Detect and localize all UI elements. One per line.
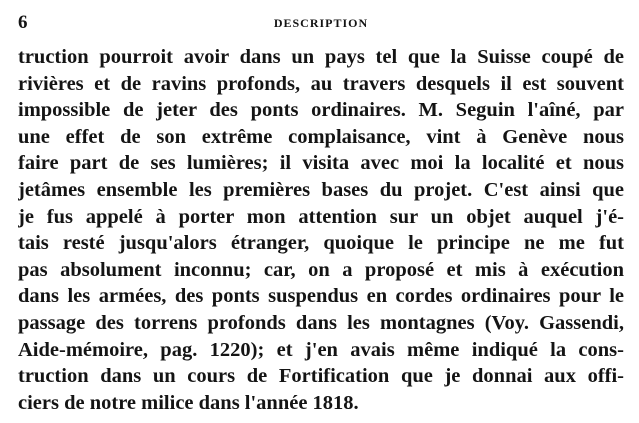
text-line: jetâmes ensemble les premières bases du projet. C'est ainsi que <box>18 178 624 201</box>
text-line: ciers de notre milice dans l'année 1818. <box>18 391 359 414</box>
text-line: Aide-mémoire, pag. 1220); et j'en avais même indiqué la cons- <box>18 338 624 361</box>
text-line: rivières et de ravins profonds, au travers desquels il est souvent <box>18 72 624 95</box>
text-line: une effet de son extrême complaisance, vint à Genève nous <box>18 125 624 148</box>
text-line: truction dans un cours de Fortification que je donnai aux offi- <box>18 365 624 388</box>
page-number: 6 <box>18 12 28 33</box>
text-line: tais resté jusqu'alors étranger, quoique le principe ne me fut <box>18 232 624 255</box>
text-line: passage des torrens profonds dans les montagnes (Voy. Gassendi, <box>18 311 624 334</box>
text-line: truction pourroit avoir dans un pays tel que la Suisse coupé de <box>18 46 624 68</box>
running-title: DESCRIPTION <box>273 16 369 30</box>
text-line: faire part de ses lumières; il visita avec moi la localité et nous <box>18 152 624 175</box>
text-line: pas absolument inconnu; car, on a proposé et mis à exécution <box>18 258 624 281</box>
text-line: dans les armées, des ponts suspendus en cordes ordinaires pour le <box>18 285 624 308</box>
text-line: impossible de jeter des ponts ordinaires. M. Seguin l'aîné, par <box>18 99 624 122</box>
running-head <box>18 12 624 34</box>
body-paragraph <box>18 44 624 416</box>
text-line: je fus appelé à porter mon attention sur un objet auquel j'é- <box>18 205 624 228</box>
